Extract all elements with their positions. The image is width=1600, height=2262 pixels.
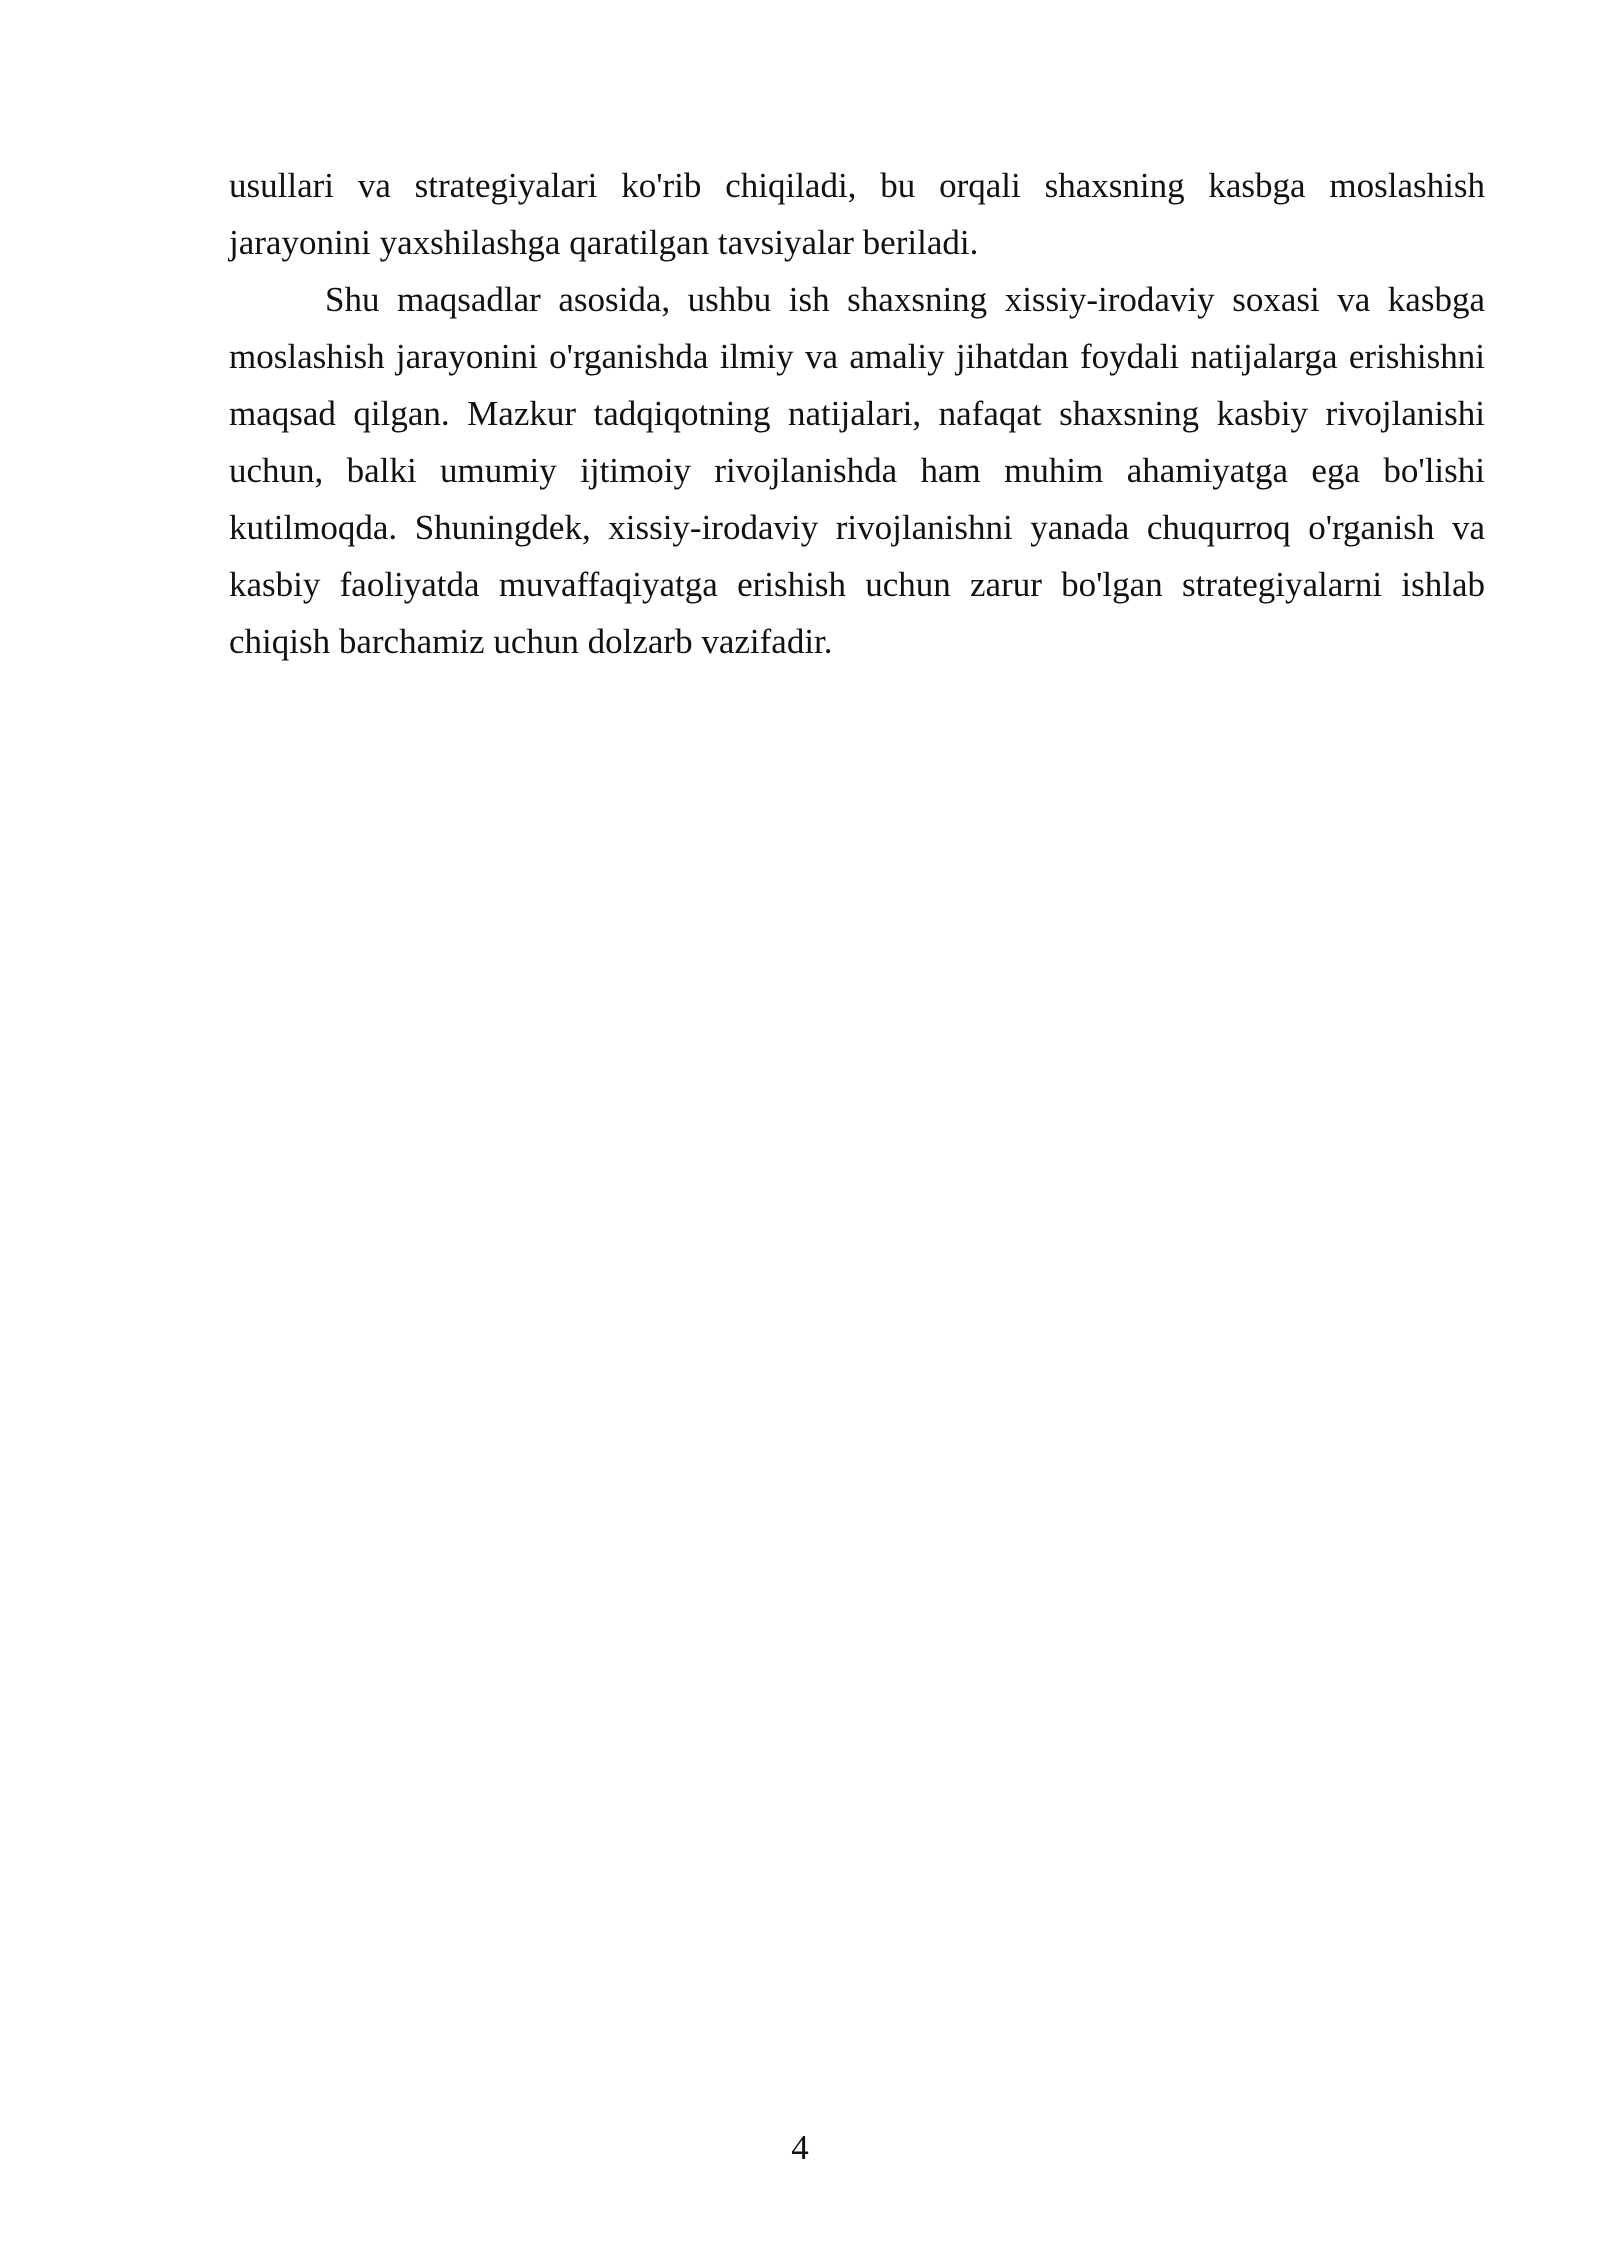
paragraph-continuation: usullari va strategiyalari ko'rib chiqiladi, bu orqali shaxsning kasbga moslashish jarayonini yaxshilashga qaratilgan tavsiyalar beriladi. bbox=[229, 166, 1485, 262]
body-text bbox=[229, 157, 1485, 670]
page-number: 4 bbox=[791, 2128, 809, 2167]
paragraph-goals: Shu maqsadlar asosida, ushbu ish shaxsning xissiy-irodaviy soxasi va kasbga moslashish jarayonini o'rganishda ilmiy va amaliy jihatdan foydali natijalarga erishishni maqsad qilgan. Mazkur tadqiqotning natijalari, nafaqat shaxsning kasbiy rivojlanishi uchun, balki umumiy ijtimoiy rivojlanishda ham muhim ahamiyatga ega bo'lishi kutilmoqda. Shuningdek, xissiy-irodaviy rivojlanishni yanada chuqurroq o'rganish va kasbiy faoliyatda muvaffaqiyatga erishish uchun zarur bo'lgan strategiyalarni ishlab chiqish barchamiz uchun dolzarb vazifadir. bbox=[229, 280, 1485, 661]
